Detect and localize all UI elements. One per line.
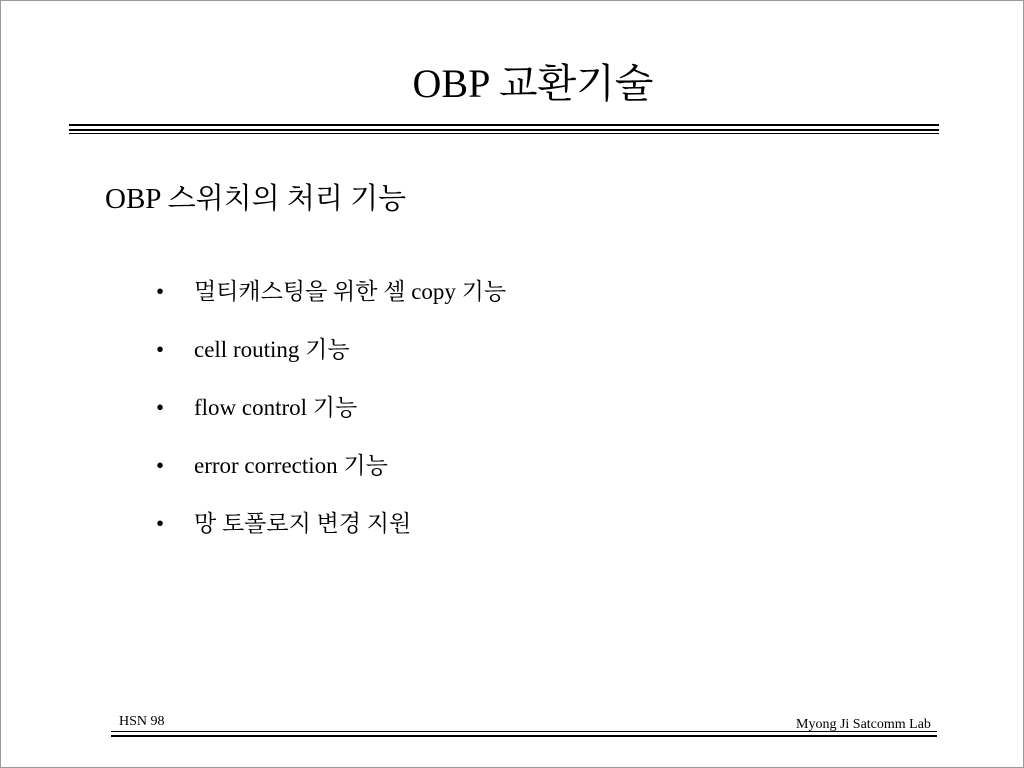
bullet-text: error correction 기능 <box>194 453 388 478</box>
footer-left-label: HSN 98 <box>119 714 165 729</box>
slide-title: OBP 교환기술 <box>412 61 654 106</box>
bullet-text: 망 토폴로지 변경 지원 <box>194 511 412 536</box>
title-divider-line <box>69 133 939 134</box>
title-divider-line <box>69 129 939 131</box>
slide-subtitle: OBP 스위치의 처리 기능 <box>105 183 407 215</box>
title-divider-line <box>69 124 939 126</box>
bullet-text: 멀티캐스팅을 위한 셀 copy 기능 <box>194 279 507 304</box>
footer-divider-line <box>111 735 937 737</box>
bullet-dot-icon: • <box>156 279 165 304</box>
bullet-dot-icon: • <box>156 511 165 536</box>
bullet-dot-icon: • <box>156 395 165 420</box>
bullet-dot-icon: • <box>156 337 165 362</box>
bullet-text: cell routing 기능 <box>194 337 350 362</box>
bullet-dot-icon: • <box>156 453 165 478</box>
footer-right-label: Myong Ji Satcomm Lab <box>796 717 931 732</box>
bullet-text: flow control 기능 <box>194 395 358 420</box>
